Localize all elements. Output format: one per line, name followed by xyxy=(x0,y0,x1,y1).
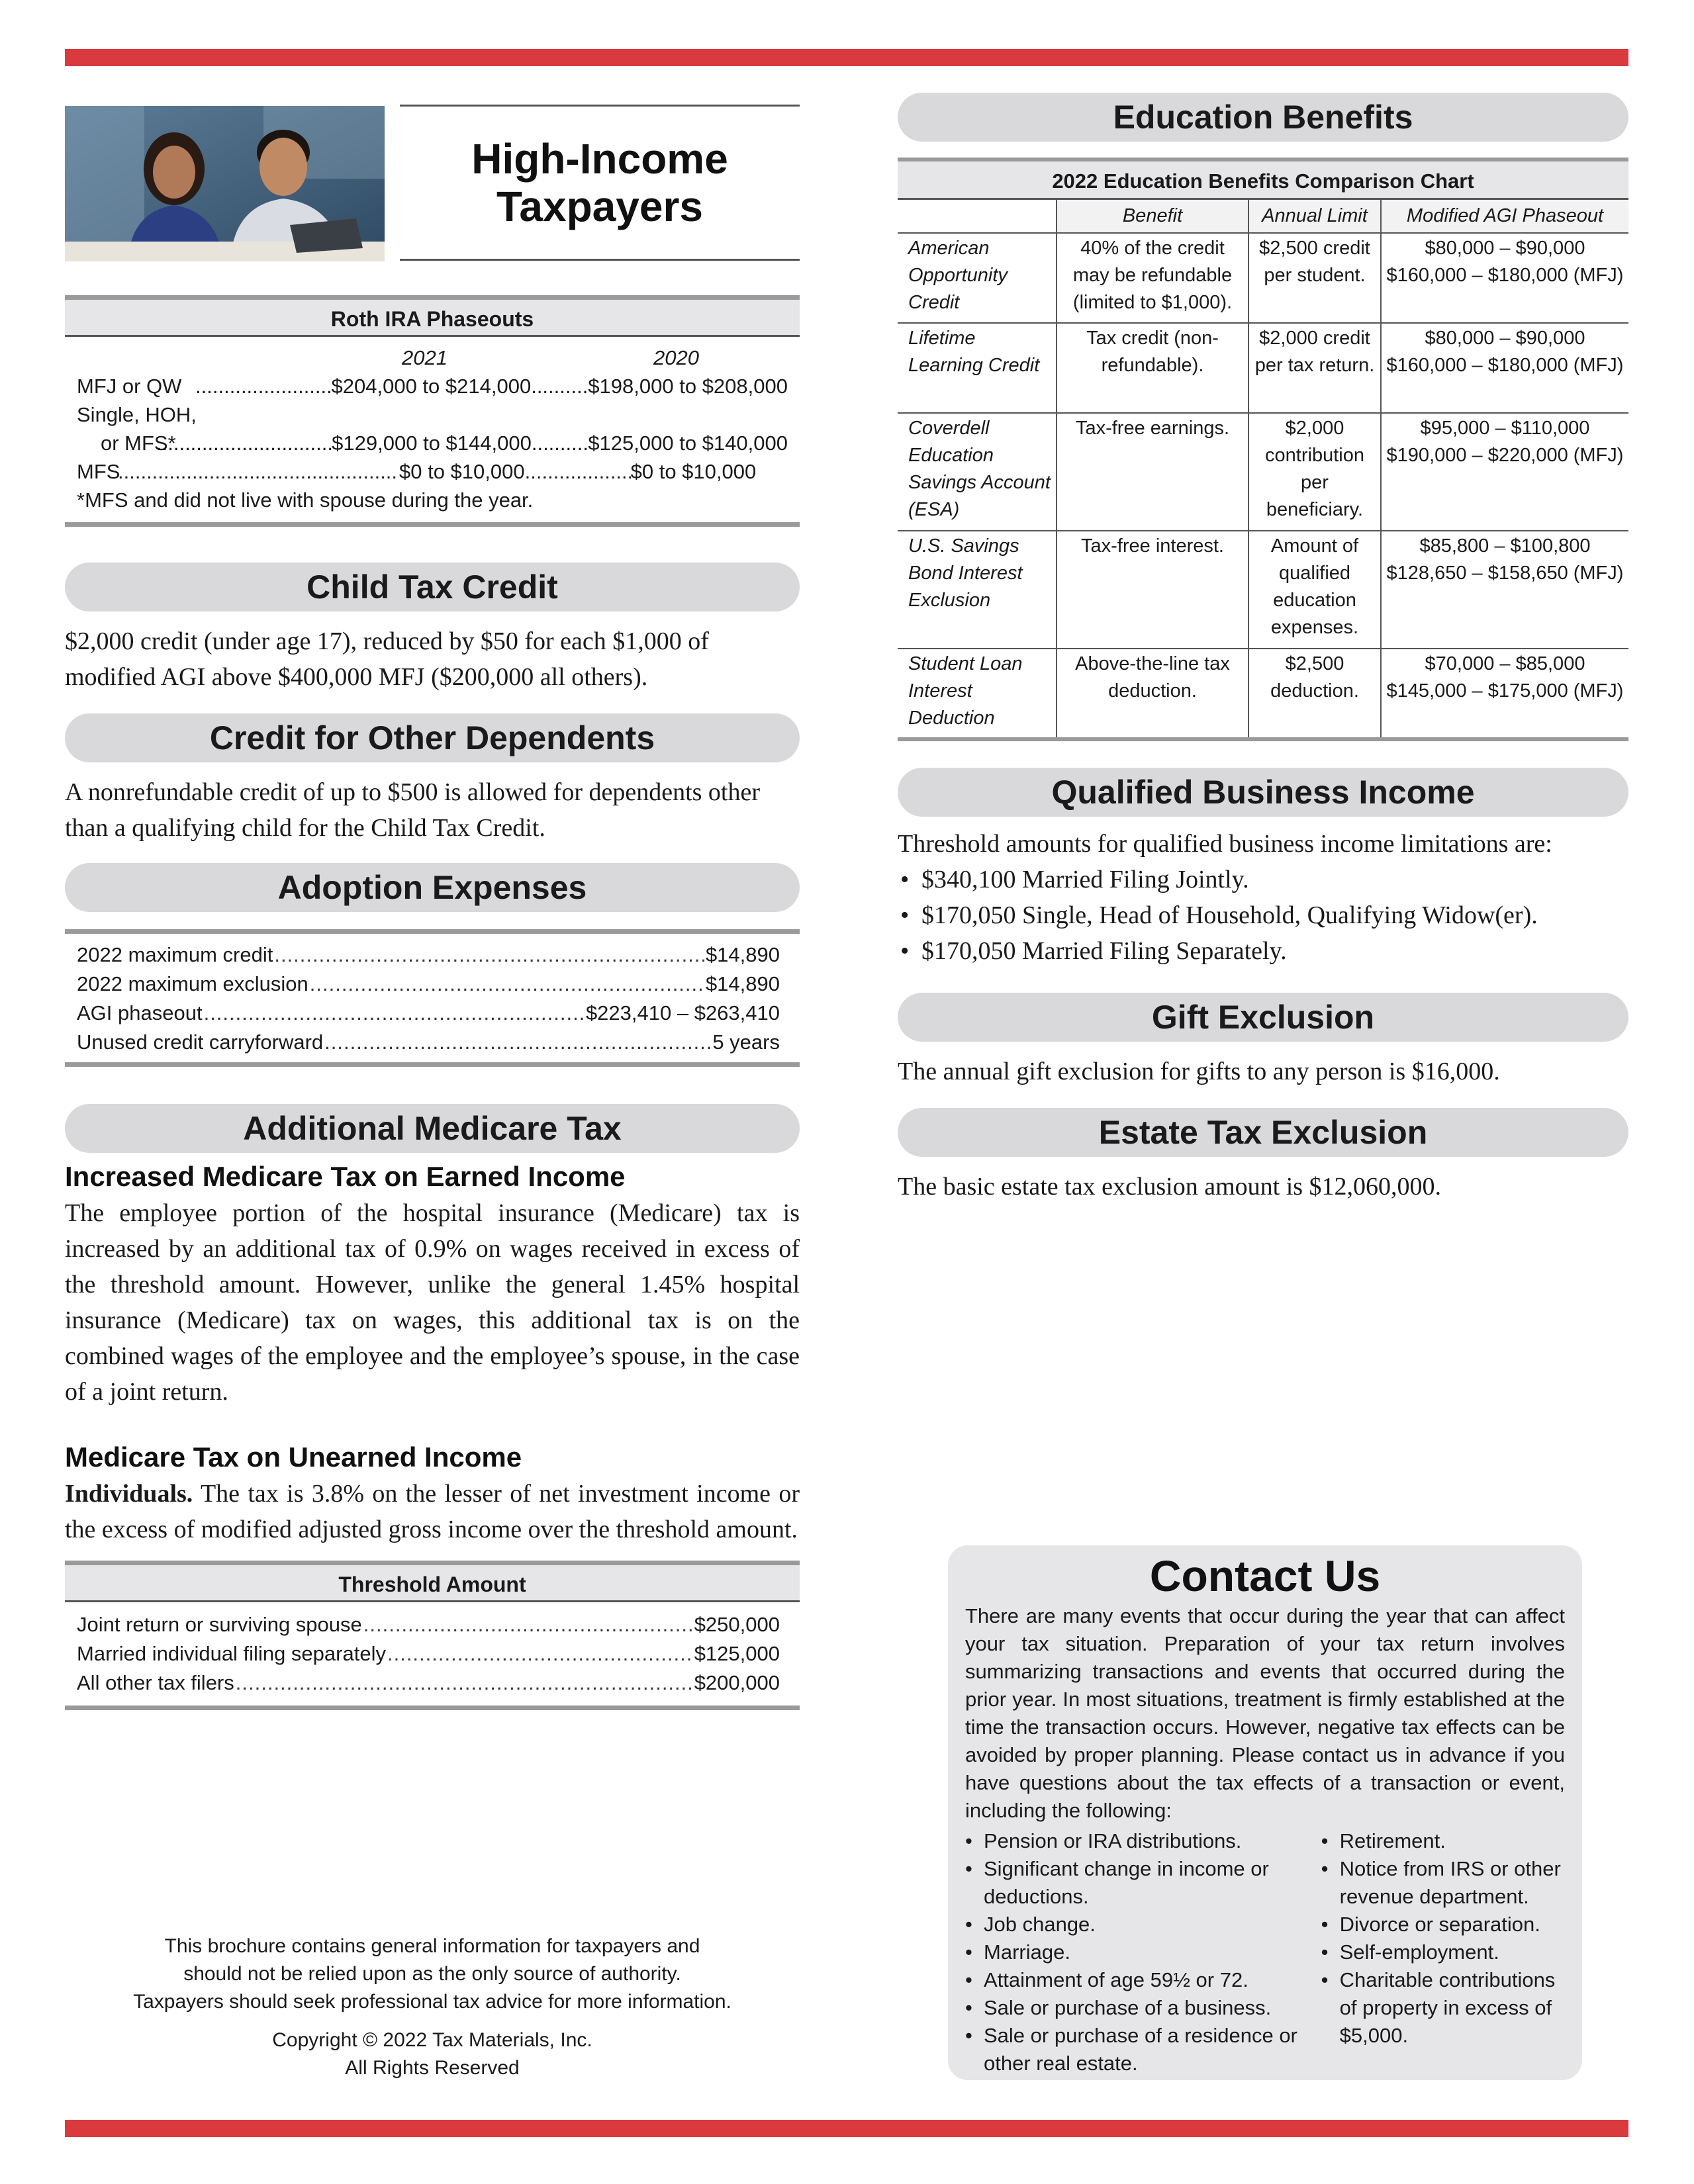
roth-row-label: MFJ or QW xyxy=(77,375,182,398)
education-benefit: Above-the-line tax deduction. xyxy=(1057,649,1248,737)
education-limit: $2,000 contribution per beneficiary. xyxy=(1248,413,1381,531)
education-name: Coverdell Education Savings Account (ESA) xyxy=(898,413,1057,531)
adoption-row xyxy=(77,940,780,970)
list-item: • Retirement. xyxy=(1321,1827,1565,1855)
education-col-header: Modified AGI Phaseout xyxy=(1381,200,1628,233)
estate-text: The basic estate tax exclusion amount is $12,060,000. xyxy=(898,1173,1442,1201)
education-limit: $2,000 credit per tax return. xyxy=(1248,323,1381,413)
medicare-earned-text: The employee portion of the hospital insurance (Medicare) tax is increased by an additional tax of 0.9% on wages received in excess of the threshold amount. However, unlike the general 1.45% hospital insurance (Medicare) tax on wages, this additional tax is on the combined wages of the employee and the employee’s spouse, in the case of a joint return. xyxy=(65,1199,800,1406)
list-item: • Pension or IRA distributions. xyxy=(965,1827,1321,1855)
education-col-header: Annual Limit xyxy=(1248,200,1381,233)
contact-list-right xyxy=(1321,1827,1565,2077)
adoption-heading: Adoption Expenses xyxy=(65,863,800,912)
education-heading: Education Benefits xyxy=(898,93,1628,142)
right-column xyxy=(898,93,1628,1205)
medicare-unearned-subheading: Medicare Tax on Unearned Income xyxy=(65,1441,522,1473)
list-item: • Sale or purchase of a residence or other real estate. xyxy=(965,2022,1321,2077)
roth-row-label: MFS xyxy=(77,460,120,483)
list-item: • Job change. xyxy=(965,1911,1321,1938)
adoption-row xyxy=(77,970,780,999)
medicare-unearned-text xyxy=(65,1476,800,1547)
threshold-row-value: $200,000 xyxy=(694,1671,780,1694)
threshold-row-value: $250,000 xyxy=(694,1613,780,1636)
threshold-caption: Threshold Amount xyxy=(65,1565,800,1602)
roth-row xyxy=(77,429,788,457)
other-dependents-heading: Credit for Other Dependents xyxy=(65,713,800,762)
estate-heading: Estate Tax Exclusion xyxy=(898,1108,1628,1157)
education-benefit: Tax credit (non-refundable). xyxy=(1057,323,1248,413)
education-name: U.S. Savings Bond Interest Exclusion xyxy=(898,531,1057,649)
adoption-table xyxy=(65,929,800,1067)
adoption-row-label: 2022 maximum exclusion xyxy=(77,972,308,995)
disclaimer xyxy=(65,1933,800,2082)
qbi-list xyxy=(898,862,1628,969)
adoption-row-label: 2022 maximum credit xyxy=(77,943,273,966)
gift-heading: Gift Exclusion xyxy=(898,993,1628,1042)
people-photo-illustration xyxy=(65,106,385,261)
education-name: Lifetime Learning Credit xyxy=(898,323,1057,413)
qbi-heading: Qualified Business Income xyxy=(898,768,1628,817)
threshold-row xyxy=(77,1639,780,1668)
rights-reserved: All Rights Reserved xyxy=(345,2057,520,2079)
roth-row-2021: $0 to $10,000 xyxy=(399,460,525,483)
qbi-intro: Threshold amounts for qualified business income limitations are: xyxy=(898,830,1552,858)
medicare-unearned-lead: Individuals. xyxy=(65,1480,193,1508)
education-benefit: 40% of the credit may be refundable (limited to $1,000). xyxy=(1057,233,1248,323)
table-row xyxy=(898,649,1628,737)
roth-row-2021: $129,000 to $144,000 xyxy=(332,432,532,455)
roth-year-2021: 2021 xyxy=(402,346,447,369)
threshold-table xyxy=(65,1561,800,1710)
medicare-earned-subheading: Increased Medicare Tax on Earned Income xyxy=(65,1161,626,1192)
education-phaseout: $85,800 – $100,800 $128,650 – $158,650 (MFJ) xyxy=(1381,531,1628,649)
education-benefit: Tax-free interest. xyxy=(1057,531,1248,649)
list-item: • $170,050 Single, Head of Household, Qualifying Widow(er). xyxy=(898,897,1628,933)
adoption-row-label: Unused credit carryforward xyxy=(77,1030,324,1054)
left-column xyxy=(65,105,800,1710)
roth-row-2020: $125,000 to $140,000 xyxy=(588,432,788,455)
contact-heading: Contact Us xyxy=(1149,1551,1381,1600)
list-item: • Self-employment. xyxy=(1321,1938,1565,1966)
education-name: Student Loan Interest Deduction xyxy=(898,649,1057,737)
threshold-row-label: All other tax filers xyxy=(77,1671,234,1694)
education-limit: $2,500 deduction. xyxy=(1248,649,1381,737)
list-item: • Notice from IRS or other revenue department. xyxy=(1321,1855,1565,1911)
education-limit: Amount of qualified education expenses. xyxy=(1248,531,1381,649)
education-limit: $2,500 credit per student. xyxy=(1248,233,1381,323)
child-tax-credit-heading: Child Tax Credit xyxy=(65,563,800,612)
adoption-row-value: $14,890 xyxy=(705,972,780,995)
header-photo xyxy=(65,106,385,261)
medicare-unearned-body: The tax is 3.8% on the lesser of net investment income or the excess of modified adjusted gross income over the threshold amount. xyxy=(65,1480,800,1543)
education-table xyxy=(898,158,1628,741)
roth-row-label: Single, HOH, xyxy=(77,403,197,426)
top-red-bar xyxy=(65,49,1628,66)
threshold-row xyxy=(77,1610,780,1639)
table-row xyxy=(898,323,1628,413)
roth-row-2021: $204,000 to $214,000 xyxy=(331,375,532,398)
adoption-row-value: 5 years xyxy=(712,1030,780,1054)
page-title xyxy=(471,135,728,230)
page-title-line-2: Taxpayers xyxy=(496,183,703,230)
roth-footnote: *MFS and did not live with spouse during the year. xyxy=(77,488,534,512)
education-benefit: Tax-free earnings. xyxy=(1057,413,1248,531)
roth-ira-caption: Roth IRA Phaseouts xyxy=(65,300,800,337)
copyright: Copyright © 2022 Tax Materials, Inc. xyxy=(272,2029,592,2051)
list-item: • Sale or purchase of a business. xyxy=(965,1994,1321,2022)
disclaimer-line: Taxpayers should seek professional tax advice for more information. xyxy=(133,1991,731,2013)
threshold-row-label: Joint return or surviving spouse xyxy=(77,1613,362,1636)
education-name: American Opportunity Credit xyxy=(908,238,1008,313)
roth-ira-table xyxy=(65,295,800,527)
threshold-row-label: Married individual filing separately xyxy=(77,1642,386,1665)
list-item: • Significant change in income or deductions. xyxy=(965,1855,1321,1911)
education-phaseout: $80,000 – $90,000 $160,000 – $180,000 (MFJ) xyxy=(1381,323,1628,413)
education-caption: 2022 Education Benefits Comparison Chart xyxy=(898,161,1628,200)
title-box xyxy=(400,105,800,261)
roth-row-2020: $0 to $10,000 xyxy=(630,460,757,483)
list-item: • $340,100 Married Filing Jointly. xyxy=(898,862,1628,897)
contact-box xyxy=(948,1545,1582,2080)
header xyxy=(65,105,800,263)
table-row xyxy=(898,531,1628,649)
child-tax-credit-text: $2,000 credit (under age 17), reduced by $50 for each $1,000 of modified AGI above $400,000 MFJ ($200,000 all others). xyxy=(65,627,709,691)
education-header-row xyxy=(898,200,1628,233)
contact-text: There are many events that occur during the year that can affect your tax situation. Preparation of your tax return involves summarizing transactions and events that occurred during the prior year. In most situations, treatment is firmly established at the time the transaction occurs. However, negative tax effects can be avoided by proper planning. Please contact us in advance if you have questions about the tax effects of a transaction or event, including the following: xyxy=(965,1604,1565,1822)
adoption-row xyxy=(77,999,780,1028)
roth-row xyxy=(77,372,788,400)
roth-row xyxy=(77,400,788,429)
roth-row xyxy=(77,457,788,486)
contact-lists xyxy=(965,1827,1565,2077)
adoption-row-value: $14,890 xyxy=(705,943,780,966)
education-phaseout: $70,000 – $85,000 $145,000 – $175,000 (MFJ) xyxy=(1381,649,1628,737)
table-row xyxy=(898,233,1628,323)
adoption-row-label: AGI phaseout xyxy=(77,1001,203,1024)
page-title-line-1: High-Income xyxy=(471,135,728,183)
threshold-row xyxy=(77,1668,780,1698)
adoption-row-value: $223,410 – $263,410 xyxy=(585,1001,780,1024)
adoption-row xyxy=(77,1028,780,1057)
education-phaseout: $95,000 – $110,000 $190,000 – $220,000 (MFJ) xyxy=(1381,413,1628,531)
disclaimer-line: should not be relied upon as the only source of authority. xyxy=(183,1963,681,1985)
threshold-row-value: $125,000 xyxy=(694,1642,780,1665)
roth-year-header xyxy=(77,343,788,372)
bottom-red-bar xyxy=(65,2120,1628,2137)
list-item: • Attainment of age 59½ or 72. xyxy=(965,1966,1321,1994)
other-dependents-text: A nonrefundable credit of up to $500 is allowed for dependents other than a qualifying child for the Child Tax Credit. xyxy=(65,778,760,842)
medicare-heading: Additional Medicare Tax xyxy=(65,1104,800,1153)
list-item: • Divorce or separation. xyxy=(1321,1911,1565,1938)
contact-list-left xyxy=(965,1827,1321,2077)
roth-row-label: or MFS* xyxy=(101,432,176,455)
roth-row-2020: $198,000 to $208,000 xyxy=(588,375,788,398)
list-item: • Charitable contributions of property in excess of $5,000. xyxy=(1321,1966,1565,2050)
education-col-header xyxy=(898,200,1057,233)
roth-year-2020: 2020 xyxy=(653,346,699,369)
list-item: • Marriage. xyxy=(965,1938,1321,1966)
education-phaseout: $80,000 – $90,000 $160,000 – $180,000 (MFJ) xyxy=(1381,233,1628,323)
education-col-header: Benefit xyxy=(1057,200,1248,233)
list-item: • $170,050 Married Filing Separately. xyxy=(898,933,1628,969)
table-row xyxy=(898,413,1628,531)
disclaimer-line: This brochure contains general information for taxpayers and xyxy=(164,1935,700,1957)
gift-text: The annual gift exclusion for gifts to any person is $16,000. xyxy=(898,1058,1500,1085)
